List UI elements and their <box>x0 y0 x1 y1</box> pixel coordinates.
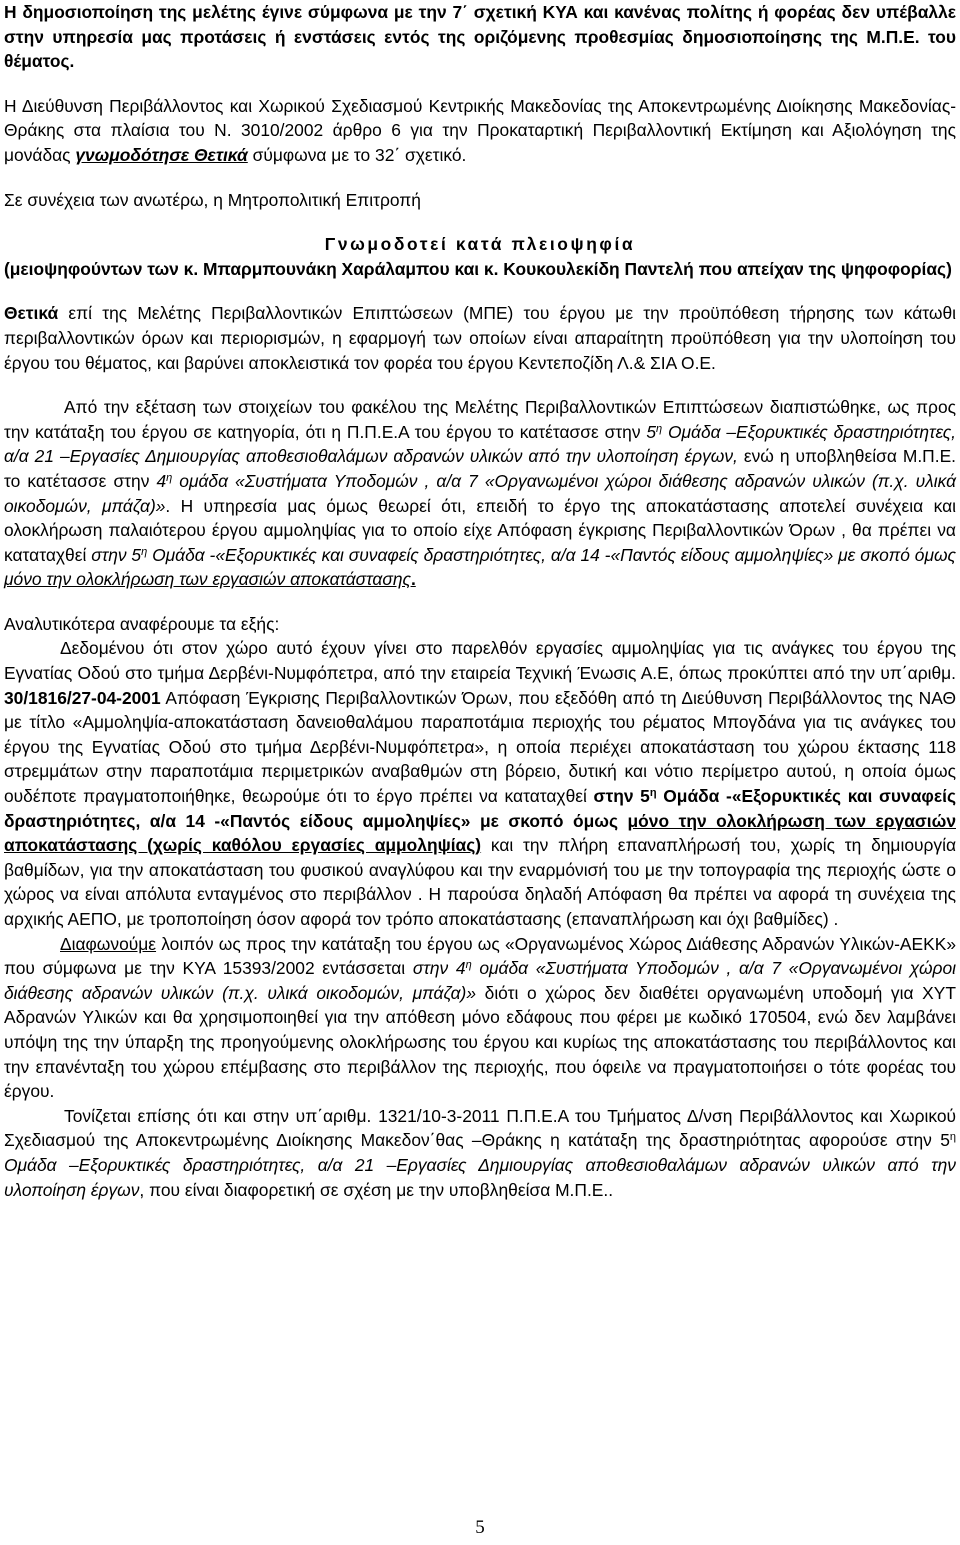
paragraph-committee-intro: Σε συνέχεια των ανωτέρω, η Μητροπολιτική Επιτροπή <box>4 189 421 210</box>
positive-word: Θετικά <box>4 303 59 324</box>
paragraph-disagreement: Διαφωνούμε λοιπόν ως προς την κατάταξη του έργου ως «Οργανωμένος Χώρος Διάθεσης Αδρανών Υλικών-ΑΕΚΚ» που σύμφωνα με την ΚΥΑ 15393/2002 εντάσσεται στην $4^\eta$ ομάδα «Συστήματα Υποδομών , α/α 7 «Οργανωμένοι χώροι διάθεσης αδρανών υλικών (π.χ. υλικά οικοδομών, μπάζα)» διότι ο χώρος δεν διαθέτει οργανωμένη υποδομή για ΧΥΤ Αδρανών Υλικών και θα χρησιμοποιηθεί για την απόθεση μόνο εδάφους που φέρει με κωδικό 170504, ενώ δεν λαμβάνει υπόψη της την ύπαρξη της προηγούμενης ολοκλήρωσης του έργου και κυρίως της αποκατάστασης του περιβάλλοντος και την επανένταξη του χώρου επέμβασης στο περιβάλλον της περιοχής, που όφειλε να πραγματοποιήσει ο τότε φορέας του έργου. <box>4 933 956 1102</box>
disagree-word: Διαφωνούμε <box>60 933 157 954</box>
paragraph-positive-decision: Θετικά επί της Μελέτης Περιβαλλοντικών Επιπτώσεων (ΜΠΕ) του έργου με την προϋπόθεση τήρησης των κάτωθι περιβαλλοντικών όρων και περιορισμών, η εφαρμογή των οποίων είναι απαραίτητη προϋπόθεση για την υλοποίηση του έργου του θέματος, και βαρύνει αποκλειστικά τον φορέα του έργου Κεντεποζίδη Λ.& ΣΙΑ Ο.Ε. <box>4 303 956 373</box>
paragraph-classification-review: Από την εξέταση των στοιχείων του φακέλου της Μελέτης Περιβαλλοντικών Επιπτώσεων διαπιστώθηκε, ως προς την κατάταξη του έργου σε κατηγορία, ότι η Π.Π.Ε.Α του έργου το κατέτασσε στην $5^\eta$ Ομάδα –Εξορυκτικές δραστηριότητες, α/α 21 –Εργασίες Δημιουργίας αποθεσιοθαλάμων αδρανών υλικών από την υλοποίηση έργων, ενώ η υποβληθείσα Μ.Π.Ε. το κατέτασσε στην $4^\eta$ ομάδα «Συστήματα Υποδομών , α/α 7 «Οργανωμένοι χώροι διάθεσης αδρανών υλικών (π.χ. υλικά οικοδομών, μπάζα)». Η υπηρεσία μας όμως θεωρεί ότι, επειδή το έργο της αποκατάστασης αποτελεί συνέχεια και ολοκλήρωση παλαιότερου έργου αμμοληψίας για το οποίο είχε Απόφαση έγκρισης Περιβαλλοντικών Όρων , θα πρέπει να καταταχθεί στην $5^\eta$ Ομάδα -«Εξορυκτικές και συναφείς δραστηριότητες, α/α 14 -«Παντός είδους αμμοληψίες» με σκοπό όμως μόνο την ολοκλήρωση των εργασιών αποκατάστασης. <box>4 397 957 590</box>
paragraph-directorate-opinion: Η Διεύθυνση Περιβάλλοντος και Χωρικού Σχεδιασμού Κεντρικής Μακεδονίας της Αποκεντρωμένης Διοίκησης Μακεδονίας-Θράκης στα πλαίσια του Ν. 3010/2002 άρθρο 6 για την Προκαταρτική Περιβαλλοντική Εκτίμηση και Αξιολόγηση της μονάδας γνωμοδότησε Θετικά σύμφωνα με το 32΄ σχετικό. <box>4 95 956 165</box>
page-number: 5 <box>475 1517 485 1538</box>
decision-heading: Γνωμοδοτεί κατά πλειοψηφία <box>324 234 636 255</box>
paragraph-publication: Η δημοσιοποίηση της μελέτης έγινε σύμφωνα με την 7΄ σχετική ΚΥΑ και κανένας πολίτης ή φορέας δεν υπέβαλλε στην υπηρεσία μας προτάσεις ή ενστάσεις εντός της οριζόμενης προθεσμίας δημοσιοποίησης της Μ.Π.Ε. του θέματος. <box>4 2 956 72</box>
paragraph-emphasis: Τονίζεται επίσης ότι και στην υπ΄αριθμ. 1321/10-3-2011 Π.Π.Ε.Α του Τμήματος Δ/νση Περιβάλλοντος και Χωρικού Σχεδιασμού της Αποκεντρωμένης Διοίκησης Μακεδον΄θας –Θράκης η κατάταξη της δραστηριότητας αφορούσε στην $5^\eta$ Ομάδα –Εξορυκτικές δραστηριότητες, α/α 21 –Εργασίες Δημιουργίας αποθεσιοθαλάμων αδρανών υλικών από την υλοποίηση έργων, που είναι διαφορετική σε σχέση με την υποβληθείσα Μ.Π.Ε.. <box>4 1105 956 1200</box>
paragraph-details-intro: Αναλυτικότερα αναφέρουμε τα εξής: <box>4 613 280 634</box>
positive-opinion-text: γνωμοδότησε Θετικά <box>75 144 248 165</box>
document-page <box>4 0 956 1202</box>
approval-number: 30/1816/27-04-2001 <box>4 687 161 708</box>
minority-note: (μειοψηφούντων των κ. Μπαρμπουνάκη Χαράλαμπου και κ. Κουκουλεκίδη Παντελή που απείχαν της ψηφοφορίας) <box>4 258 952 279</box>
paragraph-details: Δεδομένου ότι στον χώρο αυτό έχουν γίνει στο παρελθόν εργασίες αμμοληψίας για τις ανάγκες του έργου της Εγνατίας Οδού στο τμήμα Δερβένι-Νυμφόπετρα, από την εταιρεία Τεχνική Ένωσις Α.Ε, όπως προκύπτει από την υπ΄αριθμ. 30/1816/27-04-2001 Απόφαση Έγκρισης Περιβαλλοντικών Όρων, που εξεδόθη από τη Διεύθυνση Περιβάλλοντος της ΝΑΘ με τίτλο «Αμμοληψία-αποκατάσταση δανειοθαλάμου παραποτάμια περιοχής του ρέματος Μπογδάνα για τις ανάγκες του έργου της Εγνατίας Οδού στο τμήμα Δερβένι-Νυμφόπετρα», η οποία περιέχει αποκατάσταση του χώρου έκτασης 118 στρεμμάτων στην παραποτάμια περιμετρικών αναβαθμών στη βόρειο, δυτική και νότιο περίμετρο αυτού, η οποία όμως ουδέποτε πραγματοποιήθηκε, θεωρούμε ότι το έργο πρέπει να καταταχθεί στην $5^\eta$ Ομάδα -«Εξορυκτικές και συναφείς δραστηριότητες, α/α 14 -«Παντός είδους αμμοληψίες» με σκοπό όμως μόνο την ολοκλήρωση των εργασιών αποκατάστασης (χωρίς καθόλου εργασίες αμμοληψίας) και την πλήρη επαναπλήρωσή του, χωρίς τη δημιουργία βαθμίδων, για την αποκατάσταση του φυσικού αναγλύφου και την εναρμόνισή του με την τοπογραφία της περιοχής ώστε ο χώρος να είναι απόλυτα ενταγμένος στο περιβάλλον . Η παρούσα δηλαδή Απόφαση θα πρέπει να αφορά τη συνέχεια της αρχικής ΑΕΠΟ, με τροποποίηση όσον αφορά τον τρόπο αποκατάστασης (επαναπλήρωση και όχι βαθμίδες) . <box>4 638 957 929</box>
